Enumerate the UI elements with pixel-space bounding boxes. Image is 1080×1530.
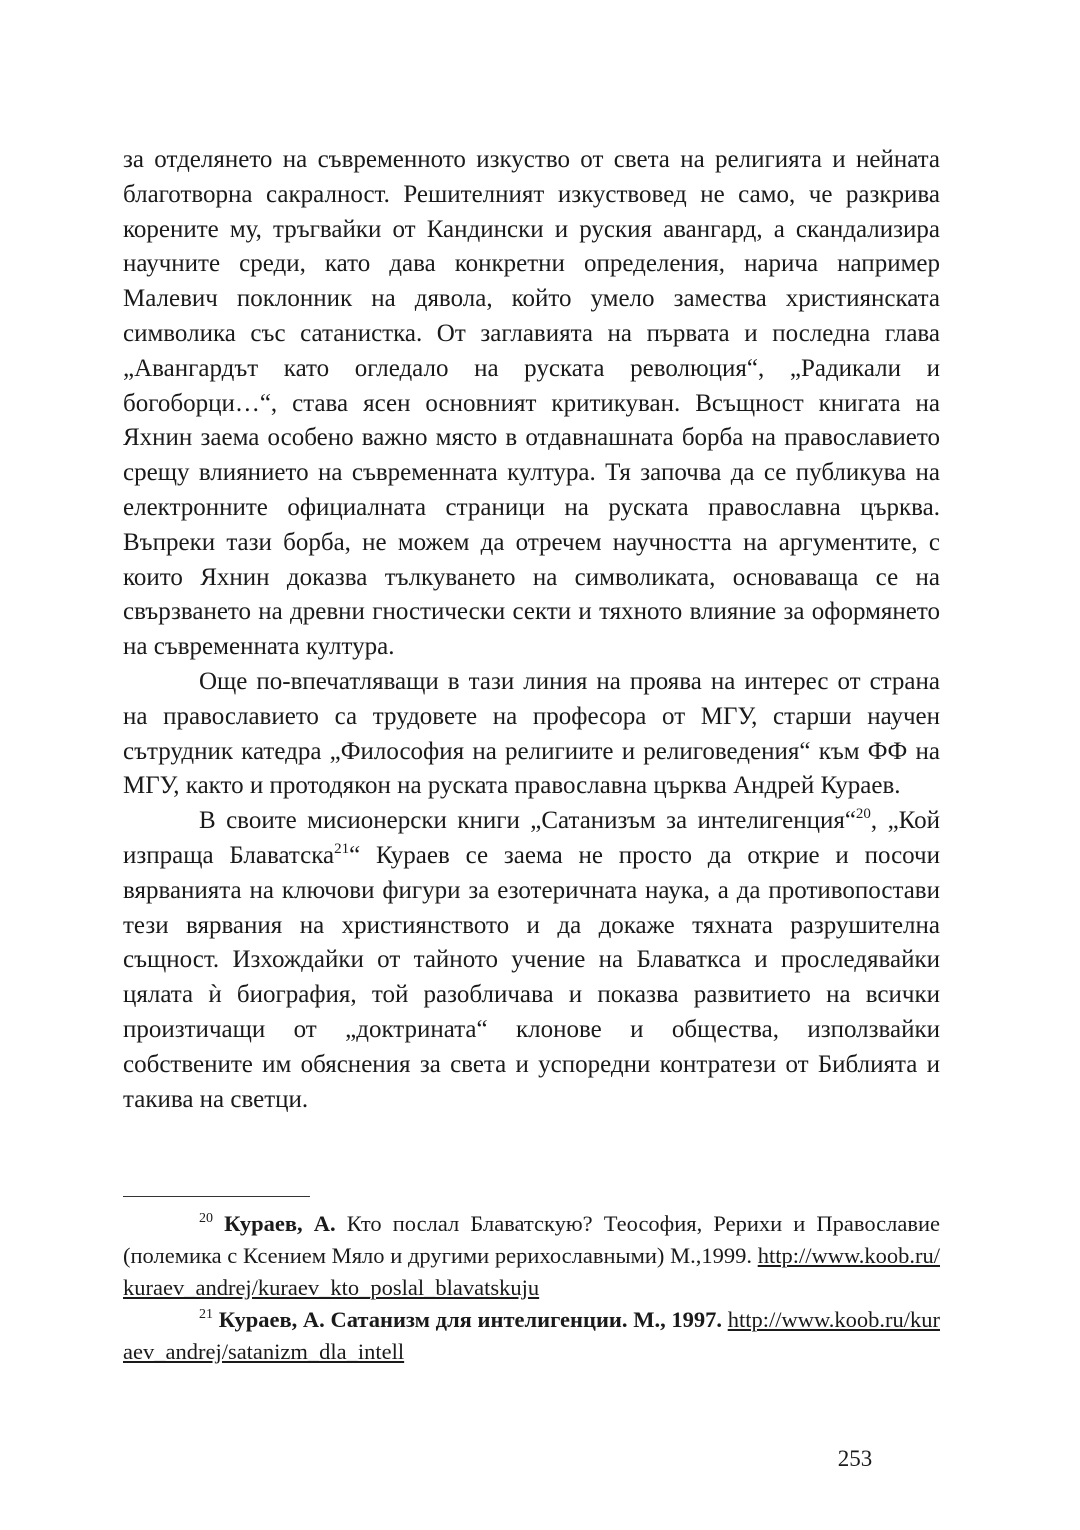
footnote-ref-20[interactable]: 20 [855,806,871,823]
footnote-link[interactable]: http://www.koob.ru/kuraev_andrej/kuraev_kto_poslal_blavatskuju [123,1243,940,1300]
paragraph-1: за отделянето на съвременното изкуство от света на религията и нейната благотворна сакралност. Решителният изкуствовед не само, че разкрива корените му, тръгвайки от Кандински и руския авангард, а скандализира научните среди, като дава конкретни определения, нарича например Малевич поклонник на дявола, който умело замества християнската символика със сатанистка. От заглавията на първата и последна глава „Авангардът като огледало на руската революция“, „Радикали и богоборци…“, става ясен основният критикуван. Всъщност книгата на Яхнин заема особено важно място в отдавнашната борба на православието срещу влиянието на съвременната култура. Тя започва да се публикува на електронните официалната страници на руската православна църква. Въпреки тази борба, не можем да отречем научността на аргументите, с които Яхнин доказва тълкуването на символиката, основаваща се на свързването на древни гностически секти и тяхното влияние за оформянето на съвременната култура. [123,146,940,661]
paragraph-3 [123,804,940,1117]
footnote-20 [123,1208,940,1304]
footnote-number: 21 [199,1307,213,1322]
paragraph-3-text-b: , „Кой изпраща Блаватска [123,807,940,869]
footnote-separator [123,1196,310,1197]
page-number: 253 [837,1446,873,1471]
footnote-author: Кураев, А. [224,1211,336,1236]
footnote-number: 20 [199,1211,213,1226]
footnote-ref-21[interactable]: 21 [334,840,350,857]
footnotes [123,1208,940,1368]
footnote-21 [123,1304,940,1368]
paragraph-3-text-c: “ Кураев се заема не просто да открие и посочи вярванията на ключови фигури за езотеричната наука, а да противопостави тези вярвания на християнството и да докаже тяхната разрушителна същност. Изхождайки от тайното учение на Блаваткса и проследявайки цялата ѝ биография, той разобличава и показва развитието на всички произтичащи от „доктрината“ клонове и общества, използвайки собствените им обяснения за света и успоредни контратези от Библията и такива на светци. [123,841,940,1113]
footnote-author: Кураев, А. Сатанизм для интелигенции. М., 1997. [218,1307,723,1332]
footnote-text: Кто послал Блаватскую? Теософия, Рерихи и Православие (полемика с Ксением Мяло и другими рерихославными) М.,1999. [123,1211,941,1268]
paragraph-2: Още по-впечатляващи в тази линия на проява на интерес от страна на православието са трудовете на професора от МГУ, старши научен сътрудник катедра „Философия на религиите и религоведения“ към ФФ на МГУ, както и протодякон на руската православна църква Андрей Кураев. [123,667,940,800]
body-text [123,143,940,1117]
footnote-link[interactable]: http://www.koob.ru/kuraev_andrej/satanizm_dla_intell [123,1307,940,1364]
paragraph-3-text-a: В своите мисионерски книги „Сатанизъм за интелигенция“ [199,807,856,835]
